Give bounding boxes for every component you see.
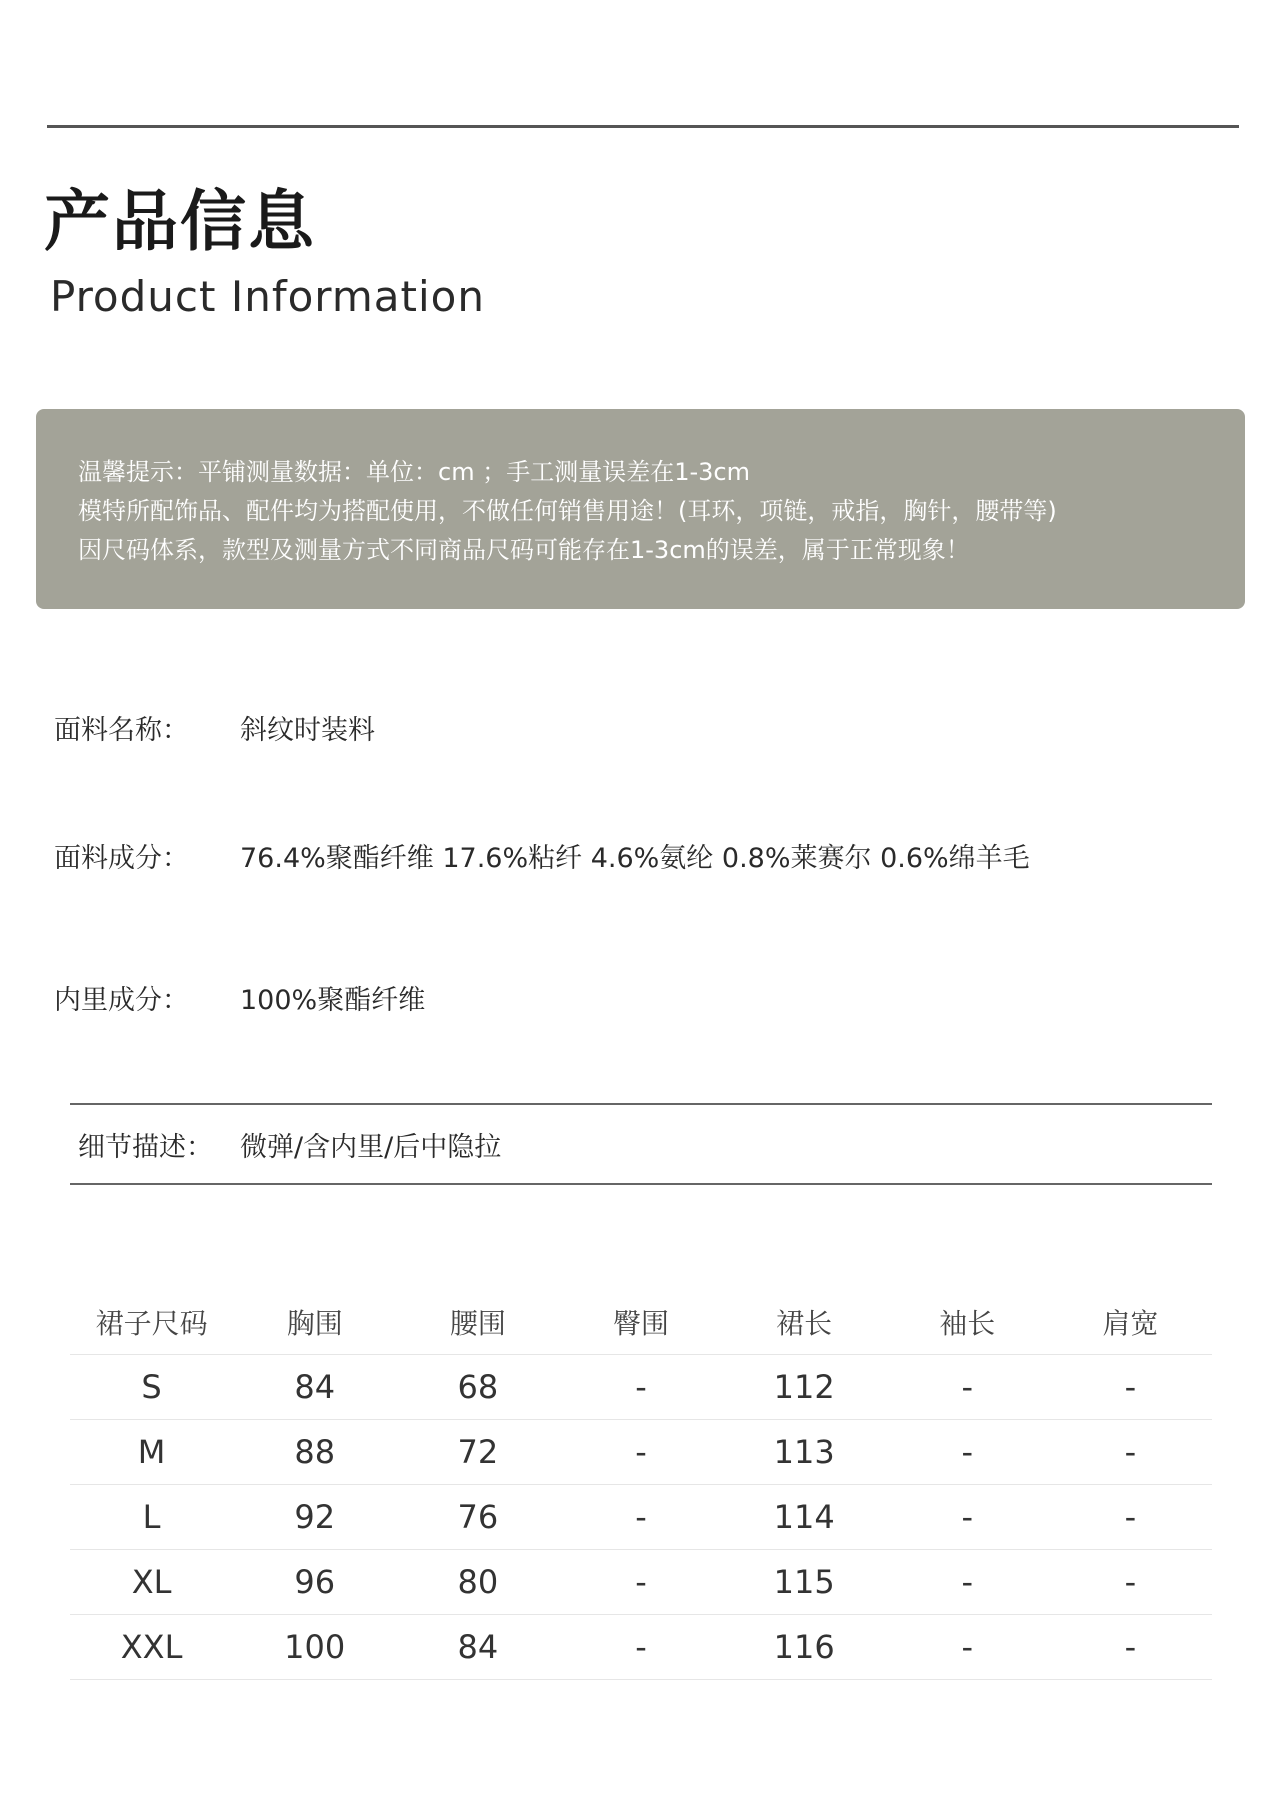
notice-panel [36,409,1245,609]
fabric-name-label: 面料名称： [54,715,189,746]
cell-sleeve-length: - [886,1550,1049,1615]
cell-bust: 100 [233,1615,396,1680]
notice-line-size-variance: 因尺码体系，款型及测量方式不同商品尺码可能存在1-3cm的误差，属于正常现象！ [78,536,970,564]
cell-hip: - [559,1355,722,1420]
page-title: 产品信息 [44,183,316,260]
table-row [70,1485,1212,1550]
cell-skirt-length: 114 [723,1485,886,1550]
cell-bust: 88 [233,1420,396,1485]
header-sleeve-length: 袖长 [886,1290,1049,1355]
cell-hip: - [559,1550,722,1615]
notice-line-measurement: 温馨提示：平铺测量数据：单位：cm ；手工测量误差在1-3cm [78,458,750,486]
cell-shoulder-width: - [1049,1355,1212,1420]
cell-shoulder-width: - [1049,1615,1212,1680]
cell-sleeve-length: - [886,1615,1049,1680]
cell-shoulder-width: - [1049,1485,1212,1550]
fabric-composition-label: 面料成分： [54,843,189,874]
cell-skirt-length: 113 [723,1420,886,1485]
cell-skirt-length: 115 [723,1550,886,1615]
table-row [70,1420,1212,1485]
cell-hip: - [559,1615,722,1680]
header-shoulder-width: 肩宽 [1049,1290,1212,1355]
cell-shoulder-width: - [1049,1550,1212,1615]
cell-size: XL [70,1550,233,1615]
cell-bust: 84 [233,1355,396,1420]
header-skirt-length: 裙长 [723,1290,886,1355]
lining-value: 100%聚酯纤维 [240,985,426,1016]
cell-shoulder-width: - [1049,1420,1212,1485]
cell-bust: 92 [233,1485,396,1550]
page-subtitle: Product Information [50,272,485,321]
cell-size: XXL [70,1615,233,1680]
size-table [70,1290,1212,1680]
cell-hip: - [559,1485,722,1550]
cell-sleeve-length: - [886,1355,1049,1420]
cell-size: M [70,1420,233,1485]
cell-skirt-length: 112 [723,1355,886,1420]
cell-waist: 84 [396,1615,559,1680]
details-top-divider [70,1103,1212,1105]
lining-label: 内里成分： [54,985,189,1016]
header-bust: 胸围 [233,1290,396,1355]
cell-waist: 76 [396,1485,559,1550]
details-value: 微弹/含内里/后中隐拉 [240,1132,502,1163]
fabric-name-value: 斜纹时装料 [240,715,375,746]
cell-waist: 72 [396,1420,559,1485]
table-row [70,1355,1212,1420]
cell-skirt-length: 116 [723,1615,886,1680]
header-hip: 臀围 [559,1290,722,1355]
cell-hip: - [559,1420,722,1485]
top-divider [47,125,1239,128]
cell-sleeve-length: - [886,1485,1049,1550]
cell-sleeve-length: - [886,1420,1049,1485]
cell-size: L [70,1485,233,1550]
cell-size: S [70,1355,233,1420]
notice-line-accessories: 模特所配饰品、配件均为搭配使用，不做任何销售用途！(耳环，项链，戒指，胸针，腰带等) [78,497,1057,525]
cell-waist: 80 [396,1550,559,1615]
header-waist: 腰围 [396,1290,559,1355]
cell-bust: 96 [233,1550,396,1615]
cell-waist: 68 [396,1355,559,1420]
table-row [70,1550,1212,1615]
size-table-header-row [70,1290,1212,1355]
fabric-composition-value: 76.4%聚酯纤维 17.6%粘纤 4.6%氨纶 0.8%莱赛尔 0.6%绵羊毛 [240,843,1030,874]
details-label: 细节描述： [78,1132,213,1163]
header-size: 裙子尺码 [70,1290,233,1355]
table-row [70,1615,1212,1680]
details-bottom-divider [70,1183,1212,1185]
